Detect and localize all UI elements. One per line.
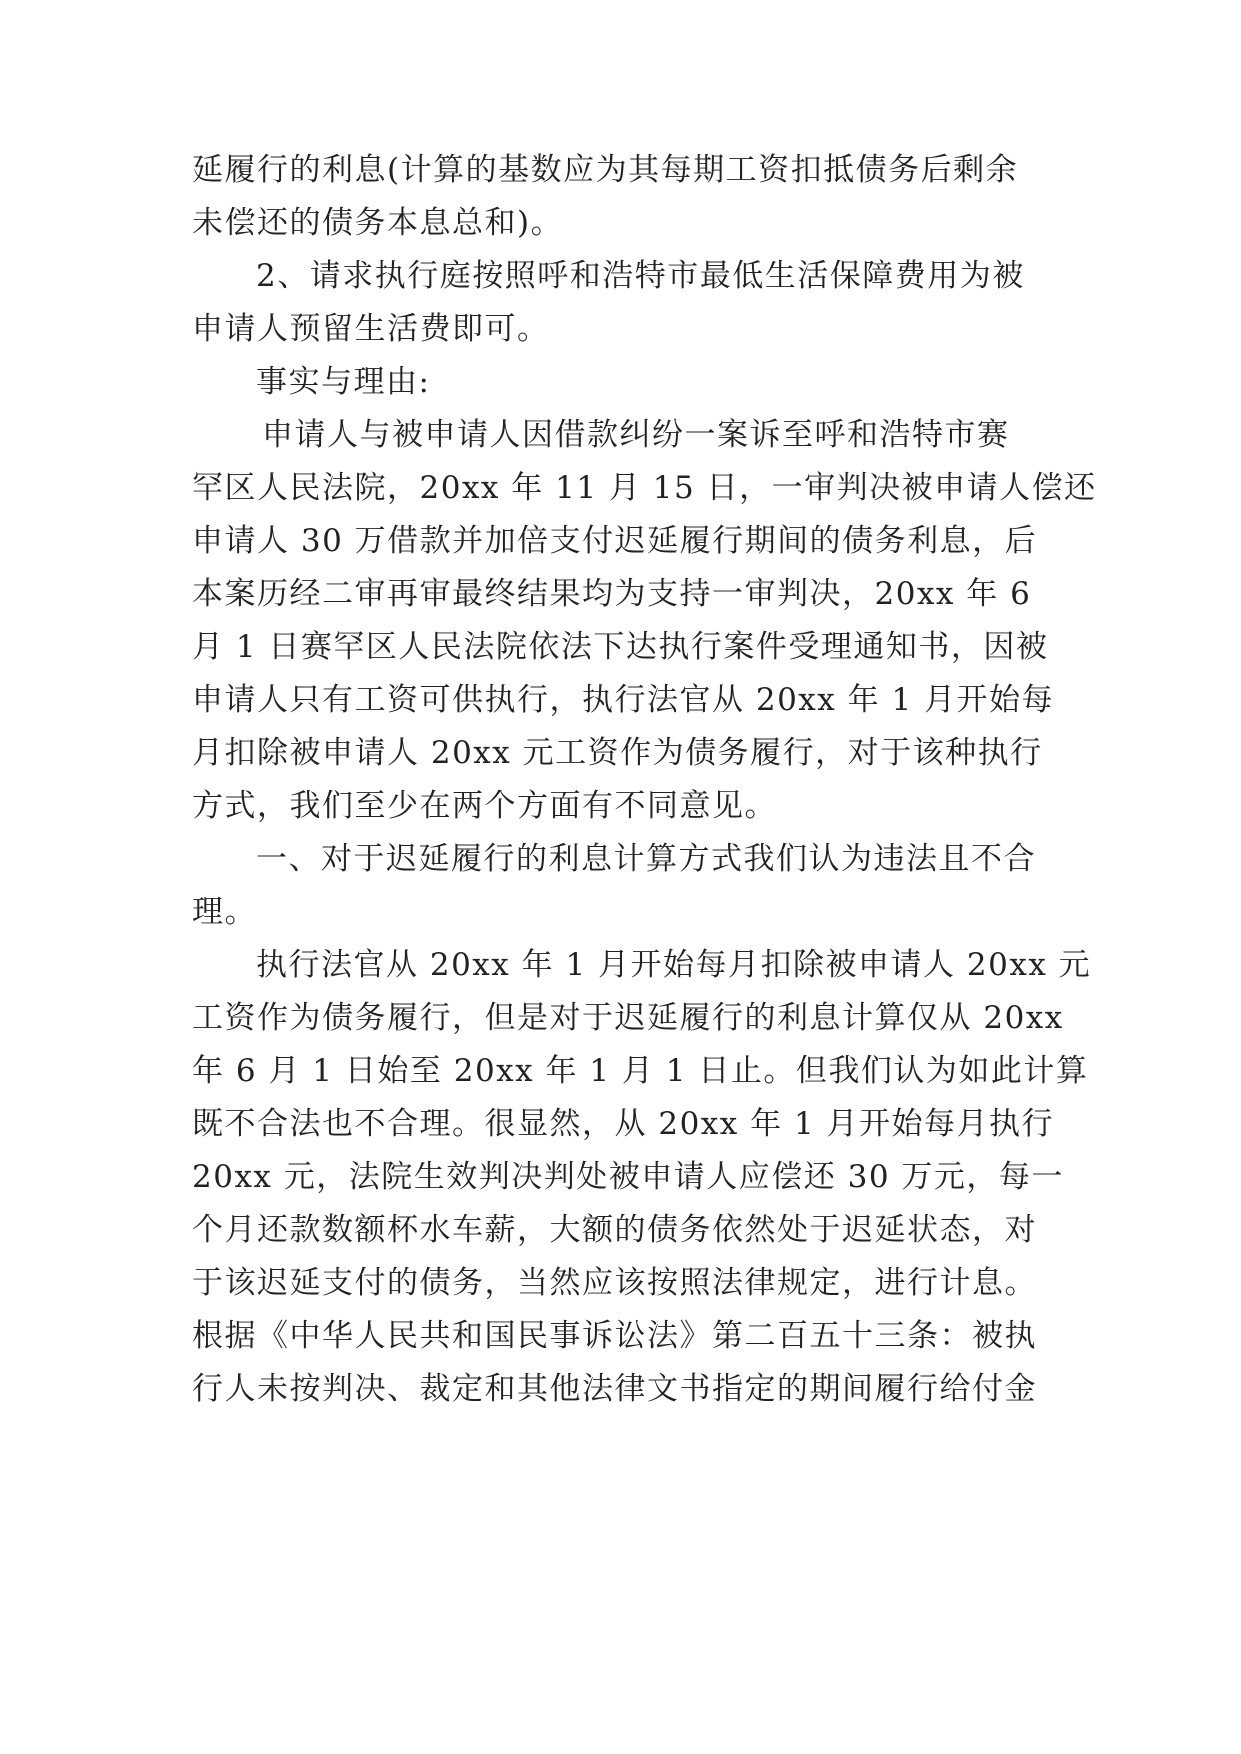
text-line: 于该迟延支付的债务，当然应该按照法律规定，进行计息。 bbox=[192, 1265, 1037, 1301]
text-line: 个月还款数额杯水车薪，大额的债务依然处于迟延状态，对 bbox=[192, 1212, 1037, 1248]
text-line: 理。 bbox=[192, 894, 257, 930]
text-line: 申请人只有工资可供执行，执行法官从 20xx 年 1 月开始每 bbox=[192, 682, 1055, 718]
text-line: 2、请求执行庭按照呼和浩特市最低生活保障费用为被 bbox=[256, 258, 1025, 294]
text-line: 根据《中华人民共和国民事诉讼法》第二百五十三条：被执 bbox=[192, 1318, 1037, 1354]
text-line: 既不合法也不合理。很显然，从 20xx 年 1 月开始每月执行 bbox=[192, 1106, 1055, 1142]
text-line: 申请人预留生活费即可。 bbox=[192, 311, 550, 347]
text-line: 月 1 日赛罕区人民法院依法下达执行案件受理通知书，因被 bbox=[192, 629, 1049, 665]
text-line: 申请人与被申请人因借款纠纷一案诉至呼和浩特市赛 bbox=[262, 417, 1010, 453]
text-line: 方式，我们至少在两个方面有不同意见。 bbox=[192, 788, 777, 824]
text-line: 执行法官从 20xx 年 1 月开始每月扣除被申请人 20xx 元 bbox=[256, 947, 1092, 983]
text-line: 罕区人民法院，20xx 年 11 月 15 日，一审判决被申请人偿还 bbox=[192, 470, 1097, 506]
text-line: 一、对于迟延履行的利息计算方式我们认为违法且不合 bbox=[256, 841, 1036, 877]
section-heading: 事实与理由: bbox=[256, 364, 431, 400]
text-line: 本案历经二审再审最终结果均为支持一审判决，20xx 年 6 bbox=[192, 576, 1032, 612]
text-line: 延履行的利息(计算的基数应为其每期工资扣抵债务后剩余 bbox=[192, 152, 1019, 188]
text-line: 20xx 元，法院生效判决判处被申请人应偿还 30 万元，每一 bbox=[192, 1159, 1064, 1195]
text-line: 工资作为债务履行，但是对于迟延履行的利息计算仅从 20xx bbox=[192, 1000, 1064, 1036]
text-line: 年 6 月 1 日始至 20xx 年 1 月 1 日止。但我们认为如此计算 bbox=[192, 1053, 1089, 1089]
text-line: 行人未按判决、裁定和其他法律文书指定的期间履行给付金 bbox=[192, 1371, 1037, 1407]
text-line: 未偿还的债务本息总和)。 bbox=[192, 205, 564, 241]
text-line: 申请人 30 万借款并加倍支付迟延履行期间的债务利息，后 bbox=[192, 523, 1038, 559]
text-line: 月扣除被申请人 20xx 元工资作为债务履行，对于该种执行 bbox=[192, 735, 1043, 771]
